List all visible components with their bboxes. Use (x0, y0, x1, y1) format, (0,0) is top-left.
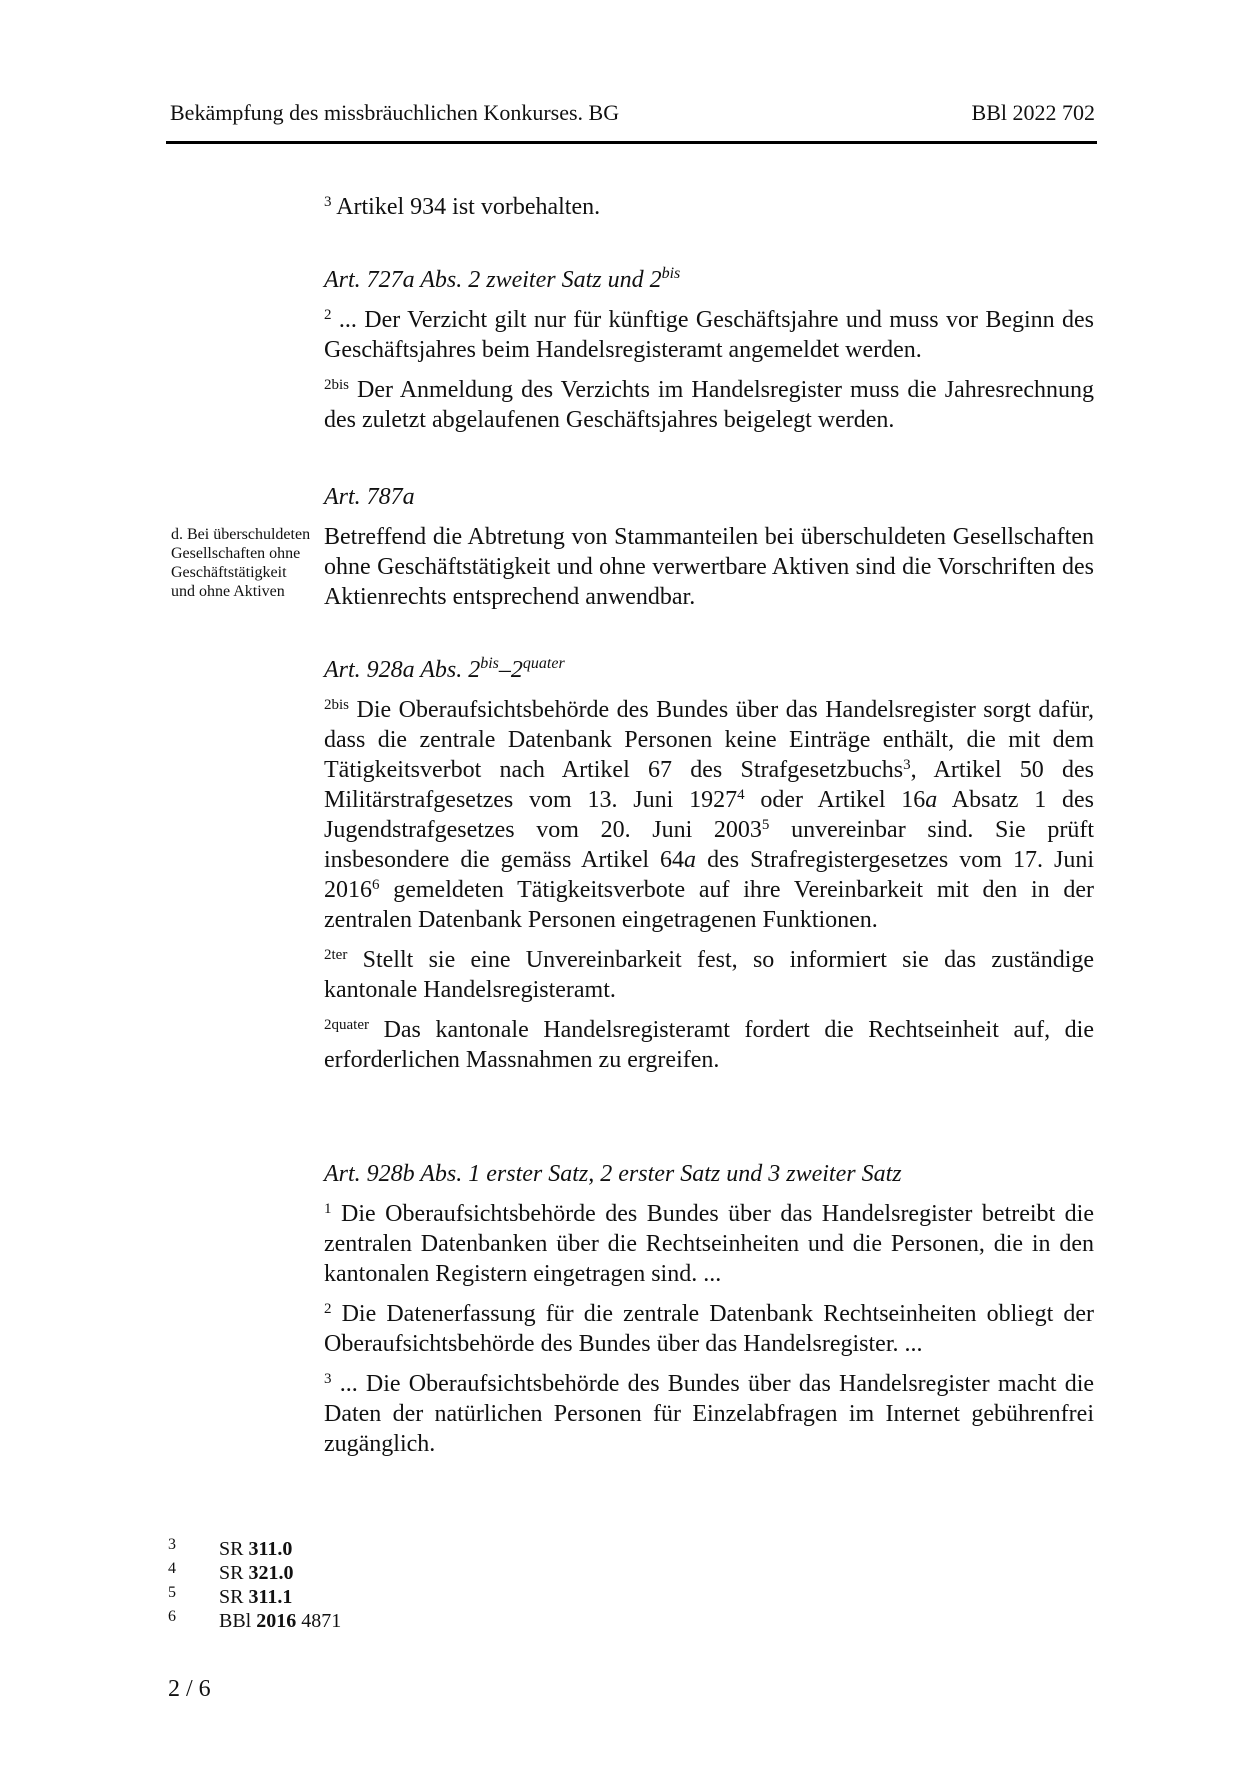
paragraph (324, 375, 1094, 435)
paragraph (324, 1299, 1094, 1359)
section-art-928b (324, 1159, 1094, 1459)
paragraph (324, 1199, 1094, 1289)
paragraph-text: Stellt sie eine Unvereinbarkeit fest, so informiert sie das zuständige kantonale Handelsregisteramt. (324, 947, 1095, 1003)
paragraph-number: 3 (324, 194, 332, 210)
paragraph-number: 2bis (324, 377, 350, 393)
paragraph-text: Betreffend die Abtretung von Stammanteilen bei überschuldeten Gesellschaften ohne Geschäftstätigkeit und ohne verwertbare Aktiven sind die Vorschriften des Aktienrechts entsprechend anwendbar. (324, 524, 1094, 610)
footnote-number: 6 (168, 1608, 176, 1625)
intro-paragraph (324, 192, 1094, 222)
paragraph (324, 522, 1094, 612)
paragraph-number: 2bis (324, 697, 350, 713)
paragraph-number: 2 (324, 307, 332, 323)
paragraph-text: Der Anmeldung des Verzichts im Handelsregister muss die Jahresrechnung des zuletzt abgelaufenen Geschäftsjahres beigelegt werden. (324, 377, 1094, 433)
paragraph-text: ... Die Oberaufsichtsbehörde des Bundes über das Handelsregister macht die Daten der natürlichen Personen für Einzelabfragen im Internet gebührenfrei zugänglich. (324, 1371, 1095, 1457)
footnote-number: 3 (168, 1536, 176, 1553)
page-number: 2 / 6 (168, 1676, 211, 1702)
section-art-787a (324, 482, 1094, 612)
margin-note: d. Bei überschuldeten Gesellschaften ohne Geschäftstätigkeit und ohne Aktiven (171, 526, 311, 600)
footnote-ref[interactable]: 4 (737, 787, 745, 803)
section-art-928a (324, 655, 1094, 1075)
section-heading: Art. 928b Abs. 1 erster Satz, 2 erster Satz und 3 zweiter Satz (324, 1161, 902, 1187)
paragraph: $^{2bis}$ Die Oberaufsichtsbehörde des Bundes über das Handelsregister sorgt dafür, dass die zentrale Datenbank Personen keine Einträge enthält, die mit dem Tätigkeitsverbot nach Artikel 67 des Strafgesetzbuchs$^3$, Artikel 50 des Militärstrafgesetzes vom 13. Juni 1927$^4$ oder Artikel 16a Absatz 1 des Jugendstrafgesetzes vom 20. Juni 2003$^5$ unvereinbar sind. Sie prüft insbesondere die gemäss Artikel 64a des Strafregistergesetzes vom 17. Juni 2016$^6$ gemeldeten Tätigkeitsverbote auf ihre Vereinbarkeit mit den in der zentralen Datenbank Personen eingetragenen Funktionen. (324, 697, 1095, 933)
document-title: Bekämpfung des missbräuchlichen Konkurses. BG (170, 100, 620, 125)
footnote-number: 4 (168, 1560, 176, 1577)
paragraph (324, 305, 1094, 365)
paragraph-text: Die Datenerfassung für die zentrale Datenbank Rechtseinheiten obliegt der Oberaufsichtsbehörde des Bundes über das Handelsregister. ... (324, 1301, 1094, 1357)
paragraph-text: Die Oberaufsichtsbehörde des Bundes über das Handelsregister betreibt die zentralen Datenbanken über die Rechtseinheiten und die Personen, die in den kantonalen Registern eingetragen sind. ... (324, 1201, 1095, 1287)
paragraph-number: 2quater (324, 1017, 369, 1033)
section-heading: Art. 787a (324, 484, 415, 510)
header-rule (166, 141, 1097, 144)
footnote-ref[interactable]: 5 (761, 817, 770, 833)
footnote-ref[interactable]: 3 (903, 757, 911, 773)
section-art-727a (324, 265, 1094, 435)
footnote-number: 5 (168, 1584, 176, 1601)
paragraph (324, 945, 1094, 1005)
section-heading: Art. 928a Abs. $2^{bis}-2^{quater}$ (324, 655, 565, 683)
paragraph (324, 1015, 1094, 1075)
footnote-ref[interactable]: 6 (372, 877, 380, 893)
paragraph (324, 1369, 1094, 1459)
document-reference: BBl 2022 702 (971, 100, 1095, 125)
paragraph-number: 2ter (324, 947, 348, 963)
paragraph-number: 1 (324, 1201, 332, 1217)
running-header (167, 100, 1095, 130)
paragraph-text: Das kantonale Handelsregisteramt fordert die Rechtseinheit auf, die erforderlichen Massnahmen zu ergreifen. (324, 1017, 1094, 1073)
paragraph-number: 3 (324, 1371, 332, 1387)
paragraph-number: 2 (324, 1301, 332, 1317)
paragraph-text: Artikel 934 ist vorbehalten. (336, 194, 601, 220)
paragraph-text: ... Der Verzicht gilt nur für künftige Geschäftsjahre und muss vor Beginn des Geschäftsjahres beim Handelsregisteramt angemeldet werden. (324, 307, 1095, 363)
section-heading: Art. 727a Abs. 2 zweiter Satz und $2^{bis}$ (324, 265, 681, 293)
